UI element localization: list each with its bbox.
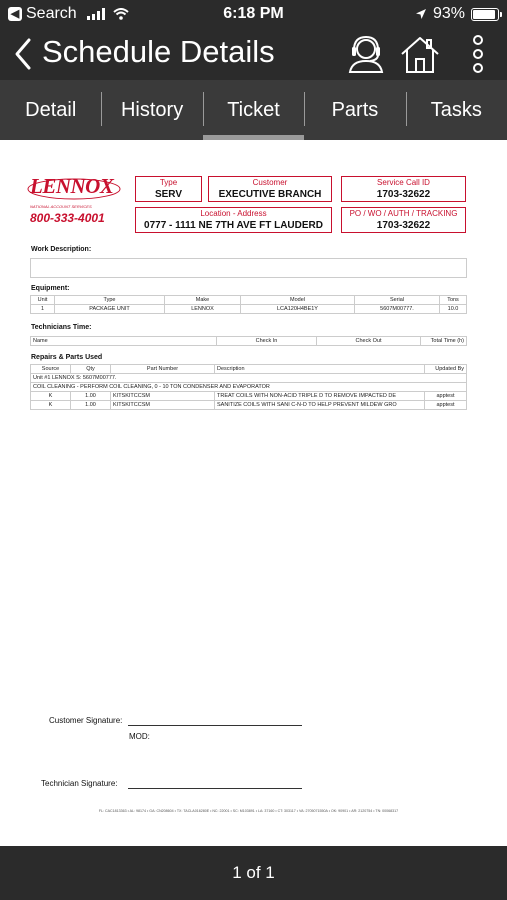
customer-label: Customer (252, 178, 288, 187)
parts-title: Repairs & Parts Used (31, 354, 103, 361)
location-box (135, 207, 332, 233)
technicians-col-total: Total Time (h) (421, 337, 467, 346)
part-number: KITSKITCCSM (111, 401, 215, 410)
parts-header-row (31, 365, 467, 374)
parts-col-qty: Qty (71, 365, 111, 374)
logo-subtitle: NATIONAL ACCOUNT SERVICES (30, 204, 92, 209)
equipment-col-unit: Unit (31, 296, 55, 305)
equipment-model: LCA120H4BE1Y (241, 305, 355, 314)
equipment-serial: 5607M00777. (355, 305, 440, 314)
support-headset-icon[interactable] (344, 32, 388, 76)
service-call-value: 1703-32622 (376, 189, 431, 200)
po-label: PO / WO / AUTH / TRACKING (349, 209, 458, 218)
location-value: 0777 - 1111 NE 7TH AVE FT LAUDERD (144, 220, 323, 231)
page-title: Schedule Details (42, 34, 275, 69)
mod-label: MOD: (129, 732, 150, 741)
equipment-col-make: Make (165, 296, 241, 305)
equipment-tons: 10.0 (440, 305, 467, 314)
parts-unit-line: Unit #1 LENNOX S: 5607M00777. (31, 374, 467, 383)
parts-col-updated-by: Updated By (425, 365, 467, 374)
technician-signature-label: Technician Signature: (41, 779, 118, 788)
nav-bar (0, 28, 507, 80)
equipment-type: PACKAGE UNIT (55, 305, 165, 314)
work-description-title: Work Description: (31, 246, 92, 253)
status-bar (0, 0, 507, 28)
technicians-col-check-in: Check In (217, 337, 317, 346)
tab-tasks[interactable]: Tasks (406, 80, 507, 140)
license-numbers: FL: CAC1813363 • AL: 98174 • GA: CN208604 • TX: TACLA016280E • NC: 22001 • SC: M103891 • LA: 37160 • CT: 303117 • VA: 2705071550A • OK: 90901 • AR: 2120754 • TN: 00068317 (98, 809, 399, 813)
equipment-header-row (31, 296, 467, 305)
back-chevron-icon[interactable] (10, 36, 38, 72)
page-indicator: 1 of 1 (232, 863, 275, 882)
equipment-col-model: Model (241, 296, 355, 305)
cellular-signal-icon (87, 8, 105, 20)
service-call-box (341, 176, 466, 202)
tab-history[interactable]: History (101, 80, 202, 140)
part-qty: 1.00 (71, 401, 111, 410)
parts-col-description: Description (215, 365, 425, 374)
logo-brand-text: LENNOX (30, 174, 114, 198)
battery-percent: 93% (432, 5, 465, 22)
tab-ticket[interactable]: Ticket (203, 80, 304, 140)
parts-task-row (31, 383, 467, 392)
part-source: K (31, 401, 71, 410)
technicians-header-row (31, 337, 467, 346)
parts-col-source: Source (31, 365, 71, 374)
equipment-unit: 1 (31, 305, 55, 314)
part-description: TREAT COILS WITH NON-ACID TRIPLE D TO REMOVE IMPACTED DE (215, 392, 425, 401)
part-updated-by: apptest (425, 392, 467, 401)
po-box (341, 207, 466, 233)
part-updated-by: apptest (425, 401, 467, 410)
technician-signature-line[interactable] (128, 788, 302, 789)
technicians-title: Technicians Time: (31, 324, 92, 331)
battery-icon (471, 8, 499, 21)
po-value: 1703-32622 (376, 220, 431, 231)
customer-box (208, 176, 332, 202)
tab-detail[interactable]: Detail (25, 98, 77, 121)
type-box (135, 176, 202, 202)
page-indicator-bar (0, 846, 507, 900)
parts-table (30, 364, 467, 410)
parts-col-part-number: Part Number (111, 365, 215, 374)
equipment-col-tons: Tons (440, 296, 467, 305)
equipment-make: LENNOX (165, 305, 241, 314)
table-row (31, 305, 467, 314)
work-description-box (30, 258, 467, 278)
customer-signature-label: Customer Signature: (49, 716, 123, 725)
ticket-document-viewer[interactable] (0, 140, 507, 846)
equipment-col-serial: Serial (355, 296, 440, 305)
parts-task-line: COIL CLEANING - PERFORM COIL CLEANING, 0 - 10 TON CONDENSER AND EVAPORATOR (31, 383, 467, 392)
logo-phone: 800-333-4001 (30, 211, 105, 225)
technicians-col-check-out: Check Out (317, 337, 421, 346)
tab-bar (0, 80, 507, 140)
tab-parts[interactable]: Parts (304, 80, 405, 140)
location-arrow-icon (415, 8, 427, 20)
home-icon[interactable] (398, 32, 442, 76)
equipment-table (30, 295, 467, 314)
part-source: K (31, 392, 71, 401)
wifi-icon (113, 8, 129, 20)
location-label: Location - Address (200, 209, 267, 218)
technicians-table (30, 336, 467, 346)
service-call-label: Service Call ID (377, 178, 430, 187)
part-qty: 1.00 (71, 392, 111, 401)
back-app-label: Search (26, 5, 77, 22)
table-row (31, 392, 467, 401)
equipment-title: Equipment: (31, 285, 70, 292)
lennox-logo (30, 174, 128, 225)
parts-unit-row (31, 374, 467, 383)
status-time: 6:18 PM (223, 5, 284, 22)
type-value: SERV (154, 189, 183, 200)
back-app-icon: ◀ (8, 7, 22, 21)
technicians-col-name: Name (31, 337, 217, 346)
part-description: SANITIZE COILS WITH SANI C-N-D TO HELP PREVENT MILDEW GRO (215, 401, 425, 410)
customer-value: EXECUTIVE BRANCH (218, 189, 322, 200)
table-row (31, 401, 467, 410)
customer-signature-line[interactable] (128, 725, 302, 726)
type-label: Type (159, 178, 178, 187)
more-options-icon[interactable] (456, 32, 500, 76)
back-to-app[interactable] (8, 5, 129, 23)
part-number: KITSKITCCSM (111, 392, 215, 401)
equipment-col-type: Type (55, 296, 165, 305)
